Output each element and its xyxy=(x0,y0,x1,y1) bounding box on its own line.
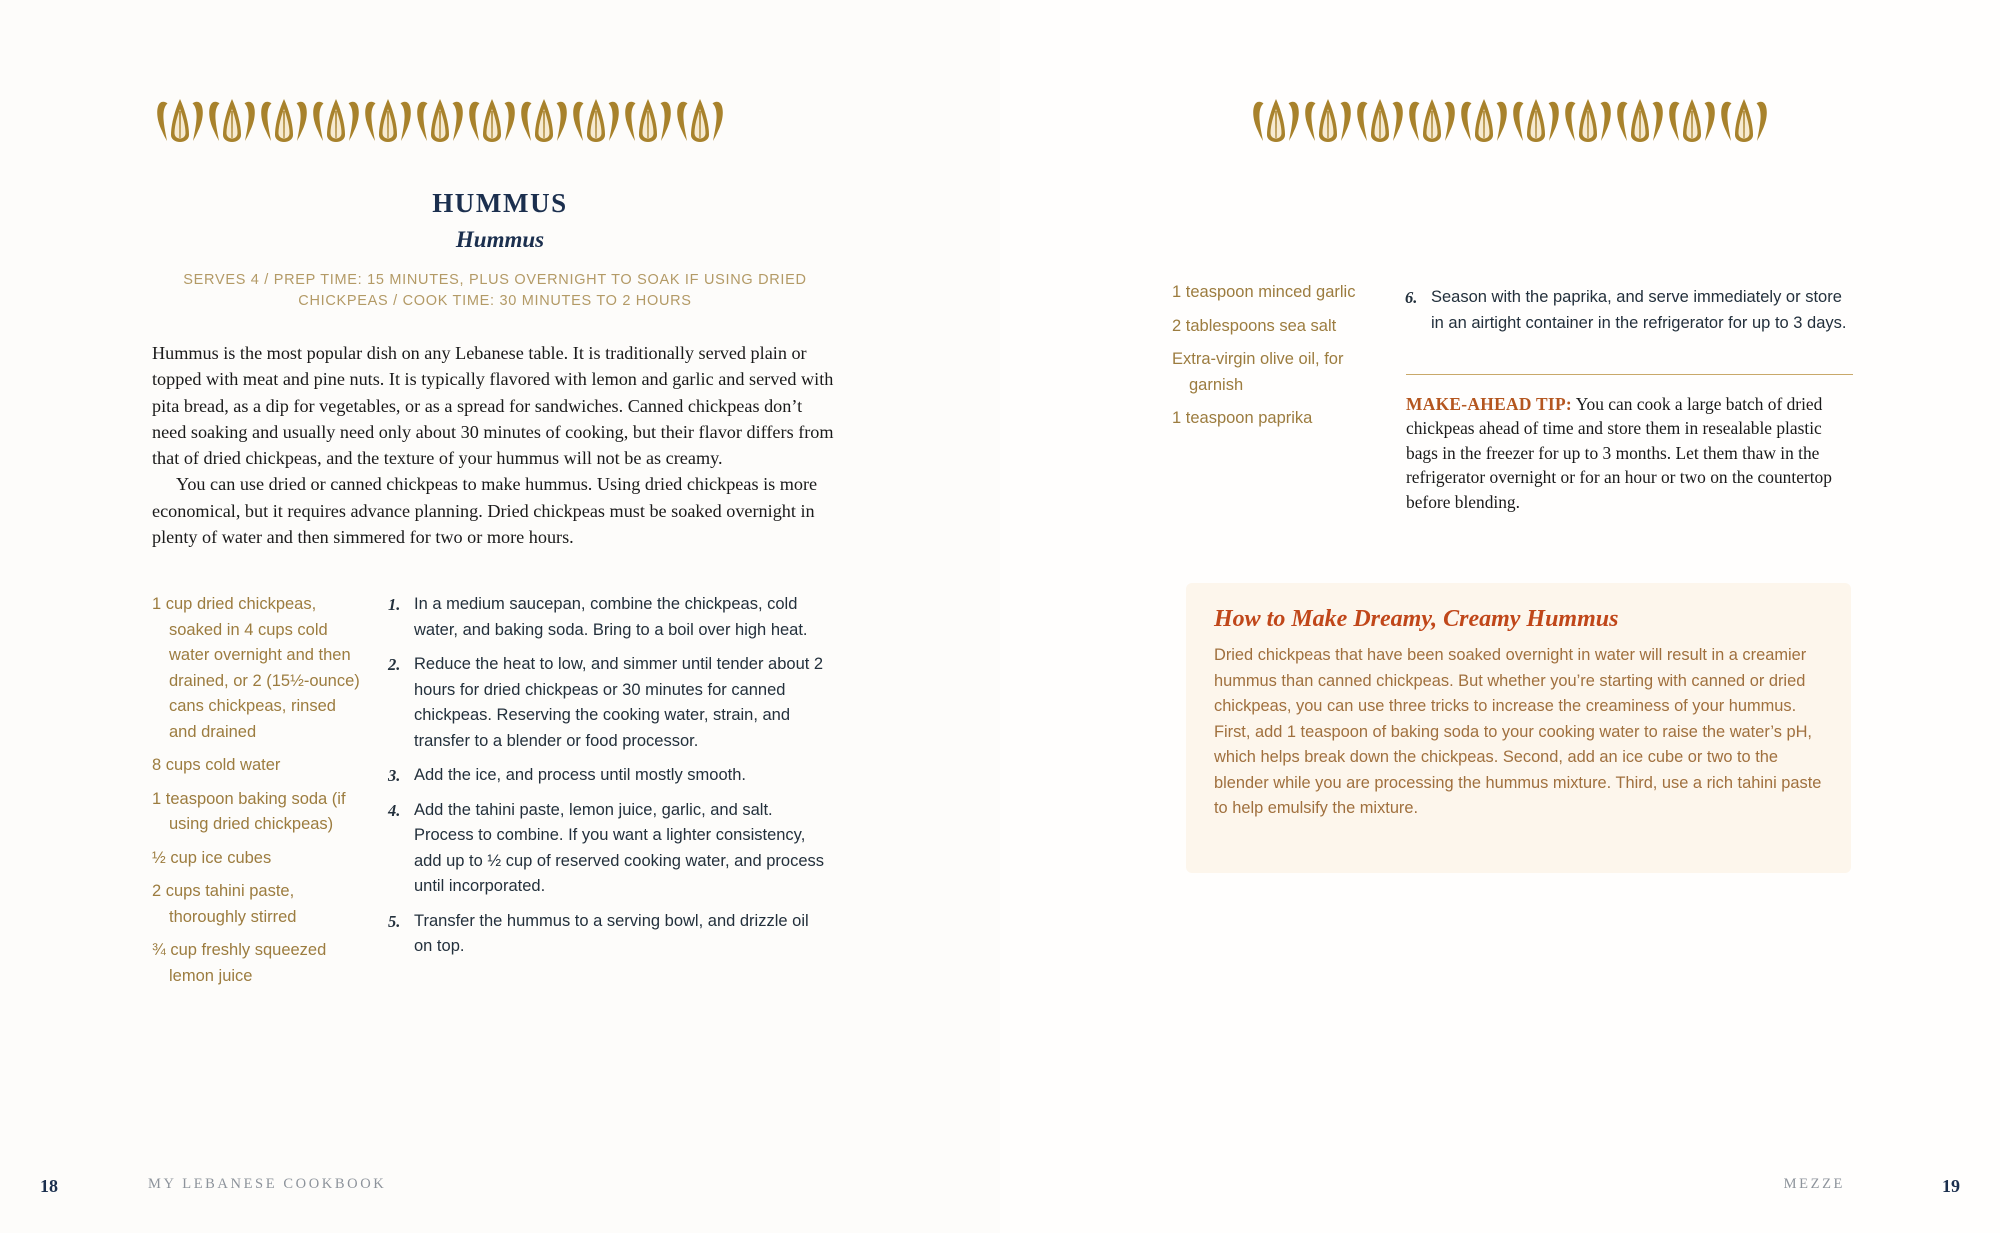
tulip-ornament-icon xyxy=(1250,97,1302,148)
intro-paragraph: Hummus is the most popular dish on any Lebanese table. It is traditionally served plain or topped with meat and pine nuts. It is typically flavored with lemon and garlic and served with pita bread, as a dip for vegetables, or as a spread for sandwiches. Canned chickpeas don’t need soaking and usually need only about 30 minutes of cooking, but their flavor differs from that of dried chickpeas, and the texture of your hummus will not be as creamy. xyxy=(152,343,834,469)
instruction-step xyxy=(388,763,828,789)
tulip-ornament-icon xyxy=(414,97,466,148)
ingredient-item: 8 cups cold water xyxy=(152,756,281,774)
step-number: 5. xyxy=(388,911,401,931)
step-number: 3. xyxy=(388,766,401,785)
make-ahead-tip-text: You can cook a large batch of dried chickpeas ahead of time and store them in resealable plastic bags in the freezer for up to 3 months. Let them thaw in the refrigerator overnight or for an hour or two on the countertop before blending. xyxy=(1406,394,1832,512)
tip-divider xyxy=(1406,374,1853,375)
tulip-ornament-icon xyxy=(622,97,674,148)
tulip-ornament-icon xyxy=(1718,97,1770,148)
instruction-step xyxy=(388,798,828,900)
step-text: Add the tahini paste, lemon juice, garlic, and salt. Process to combine. If you want a lighter consistency, add up to ½ cup of reserved cooking water, and process until incorporated. xyxy=(414,800,825,895)
tulip-ornament-icon xyxy=(1302,97,1354,148)
tulip-ornament-icon xyxy=(1354,97,1406,148)
step-number: 4. xyxy=(388,800,401,820)
step-text: Season with the paprika, and serve immediately or store in an airtight container in the refrigerator for up to 3 days. xyxy=(1431,288,1847,332)
instruction-step xyxy=(388,909,828,960)
tulip-ornament-icon xyxy=(466,97,518,148)
step-text: Add the ice, and process until mostly smooth. xyxy=(414,766,746,784)
recipe-meta: SERVES 4 / PREP TIME: 15 MINUTES, PLUS OVERNIGHT TO SOAK IF USING DRIED CHICKPEAS / COOK TIME: 30 MINUTES TO 2 HOURS xyxy=(183,272,807,309)
step-number: 2. xyxy=(388,655,401,674)
running-head-left: MY LEBANESE COOKBOOK xyxy=(148,1176,387,1192)
ingredients-list-left xyxy=(152,592,364,989)
ingredient-item: ½ cup ice cubes xyxy=(152,848,272,867)
ingredient-item: 1 teaspoon paprika xyxy=(1172,409,1313,427)
ingredient-item: 2 cups tahini paste, thoroughly stirred xyxy=(152,882,297,926)
step-number: 6. xyxy=(1405,288,1418,307)
intro-paragraph: You can use dried or canned chickpeas to make hummus. Using dried chickpeas is more economical, but it requires advance planning. Dried chickpeas must be soaked overnight in plenty of water and then simmered for two or more hours. xyxy=(152,474,818,548)
recipe-subtitle: Hummus xyxy=(455,227,545,252)
step-text: Transfer the hummus to a serving bowl, and drizzle oil on top. xyxy=(414,911,809,955)
tulip-ornament-band-left xyxy=(150,88,730,148)
ingredients-list-right xyxy=(1172,280,1387,432)
ingredient-item: 2 tablespoons sea salt xyxy=(1172,316,1337,335)
page-title: HUMMUS xyxy=(432,188,568,218)
sidebar-callout-body: Dried chickpeas that have been soaked overnight in water will result in a creamier hummus than canned chickpeas. But whether you’re starting with canned or dried chickpeas, you can use three tricks to increase the creaminess of your hummus. First, add 1 teaspoon of baking soda to your cooking water to raise the water’s pH, which helps break down the chickpeas. Second, add an ice cube or two to the blender while you are processing the hummus mixture. Third, use a rich tahini paste to help emulsify the mixture. xyxy=(1214,646,1822,817)
tulip-ornament-icon xyxy=(1510,97,1562,148)
instruction-step xyxy=(388,592,828,643)
recipe-intro xyxy=(152,340,836,550)
make-ahead-tip-label: MAKE-AHEAD TIP: xyxy=(1406,394,1573,414)
step-text: Reduce the heat to low, and simmer until tender about 2 hours for dried chickpeas or 30 minutes for canned chickpeas. Reserving the cooking water, strain, and transfer to a blender or food processor. xyxy=(414,655,824,750)
tulip-ornament-icon xyxy=(1562,97,1614,148)
tulip-ornament-icon xyxy=(362,97,414,148)
ingredient-item: 1 teaspoon baking soda (if using dried chickpeas) xyxy=(152,789,346,833)
ingredient-item: Extra-virgin olive oil, for garnish xyxy=(1172,350,1344,394)
step-number: 1. xyxy=(388,595,401,614)
instructions-list-right xyxy=(1405,285,1855,336)
tulip-ornament-icon xyxy=(206,97,258,148)
ingredient-item: ¾ cup freshly squeezed lemon juice xyxy=(152,941,327,985)
tulip-ornament-band-right xyxy=(1245,88,1775,148)
running-head-right: MEZZE xyxy=(1783,1176,1845,1192)
ingredient-item: 1 teaspoon minced garlic xyxy=(1172,283,1356,301)
sidebar-callout-box xyxy=(1186,583,1851,873)
sidebar-callout-title: How to Make Dreamy, Creamy Hummus xyxy=(1214,606,1619,632)
ingredient-item: 1 cup dried chickpeas, soaked in 4 cups cold water overnight and then drained, or 2 (15½-ounce) cans chickpeas, rinsed and drained xyxy=(152,595,360,741)
make-ahead-tip xyxy=(1406,392,1856,514)
tulip-ornament-icon xyxy=(310,97,362,148)
tulip-ornament-icon xyxy=(1406,97,1458,148)
instruction-step xyxy=(1405,285,1855,336)
tulip-ornament-icon xyxy=(518,97,570,148)
page-number-right: 19 xyxy=(1942,1176,1960,1196)
instructions-list-left xyxy=(388,592,828,960)
tulip-ornament-icon xyxy=(674,97,726,148)
tulip-ornament-icon xyxy=(570,97,622,148)
step-text: In a medium saucepan, combine the chickpeas, cold water, and baking soda. Bring to a boil over high heat. xyxy=(414,595,808,639)
tulip-ornament-icon xyxy=(258,97,310,148)
tulip-ornament-icon xyxy=(154,97,206,148)
page-number-left: 18 xyxy=(40,1176,58,1196)
tulip-ornament-icon xyxy=(1666,97,1718,148)
tulip-ornament-icon xyxy=(1458,97,1510,148)
instruction-step xyxy=(388,652,828,754)
tulip-ornament-icon xyxy=(1614,97,1666,148)
